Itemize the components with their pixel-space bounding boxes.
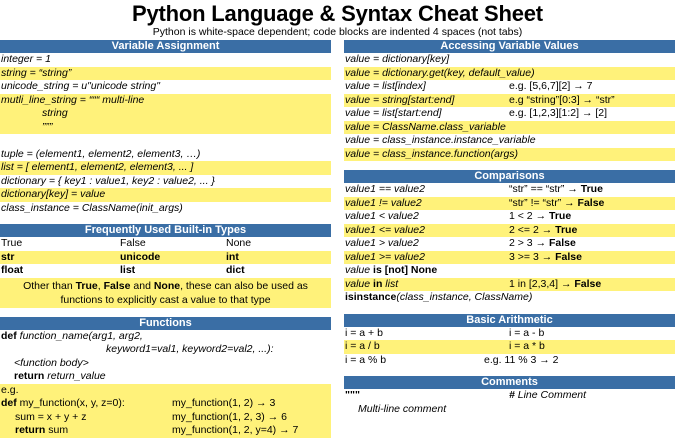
left-column: [0, 40, 331, 438]
comments-section: [344, 376, 675, 416]
types-row: [0, 237, 331, 251]
section-header: Functions: [0, 317, 331, 330]
code-line: value = dictionary[key]: [345, 53, 450, 65]
type-name: False: [120, 237, 146, 249]
type-name: int: [226, 250, 239, 263]
comparison-row: value1 != value2 “str” != “str” → False: [344, 197, 675, 211]
code-line: class_instance = ClassName(init_args): [1, 201, 183, 214]
section-header: Basic Arithmetic: [344, 314, 675, 327]
comparison-row: value in list 1 in [2,3,4] → False: [344, 278, 675, 292]
section-header: Comparisons: [344, 170, 675, 183]
code-line: <function body>: [14, 356, 89, 369]
type-name: unicode: [120, 250, 161, 263]
section-header: Frequently Used Built-in Types: [0, 224, 331, 237]
code-line: string: [0, 107, 331, 121]
code-line: value = ClassName.class_variable: [344, 121, 675, 135]
types-row: [0, 251, 331, 265]
code-line: sum = x + y + z my_function(1, 2, 3) → 6: [0, 411, 331, 425]
comparison-row: value1 <= value2 2 <= 2 → True: [344, 224, 675, 238]
code-line: value = class_instance.instance_variable: [345, 134, 536, 146]
section-header: Comments: [344, 376, 675, 389]
code-line: e.g.: [0, 384, 331, 398]
page-title: Python Language & Syntax Cheat Sheet: [132, 1, 543, 26]
comparison-row: value is [not] None: [345, 264, 438, 276]
comparison-row: value1 >= value2 3 >= 3 → False: [344, 251, 675, 265]
functions-section: [0, 317, 331, 438]
variable-assignment-section: [0, 40, 331, 215]
page-subtitle: Python is white-space dependent; code blocks are indented 4 spaces (not tabs): [152, 26, 523, 38]
code-line: tuple = (element1, element2, element3, …): [1, 147, 201, 160]
code-line: dictionary[key] = value: [0, 188, 331, 202]
code-line: value = class_instance.function(args): [344, 148, 675, 162]
code-line: dictionary = { key1 : value1, key2 : value2, ... }: [1, 174, 215, 187]
types-note: Other than True, False and None, these can also be used as functions to explicitly cast a value to that type: [0, 278, 331, 308]
comparison-row: value1 < value2 1 < 2 → True: [345, 210, 572, 222]
blank-line: [0, 134, 331, 148]
code-line: value = list[index] e.g. [5,6,7][2] → 7: [345, 80, 593, 92]
type-name: None: [226, 237, 252, 249]
comparison-row: value1 == value2 “str” == “str” → True: [345, 183, 603, 195]
comparison-row: isinstance(class_instance, ClassName): [345, 291, 533, 303]
arithmetic-section: [344, 314, 675, 368]
code-line: unicode_string = u"unicode string": [1, 80, 160, 92]
code-line: def my_function(x, y, z=0): my_function(1, 2) → 3: [0, 397, 331, 411]
arithmetic-row: i = a + b i = a - b: [345, 326, 545, 339]
builtin-types-section: [0, 224, 331, 308]
arithmetic-row: i = a % b e.g. 11 % 3 → 2: [345, 353, 559, 366]
code-line: value = list[start:end] e.g. [1,2,3][1:2] → [2]: [345, 107, 608, 119]
code-line: mutli_line_string = “““ multi-line: [0, 94, 331, 108]
arithmetic-row: i = a / b i = a * b: [344, 340, 675, 354]
code-line: return sum my_function(1, 2, y=4) → 7: [0, 424, 331, 438]
types-row: [0, 264, 331, 278]
comment-row: """ # Line Comment: [345, 389, 587, 401]
comparisons-section: [344, 170, 675, 305]
code-line: string = “string”: [0, 67, 331, 81]
code-line: integer = 1: [1, 53, 51, 65]
type-name: True: [1, 237, 23, 249]
code-line: def function_name(arg1, arg2,: [1, 329, 143, 342]
section-header: Accessing Variable Values: [344, 40, 675, 53]
type-name: str: [1, 250, 15, 263]
right-column: [344, 40, 675, 416]
code-line: value = dictionary.get(key, default_value): [344, 67, 675, 81]
type-name: float: [1, 264, 24, 276]
section-header: Variable Assignment: [0, 40, 331, 53]
code-line: keyword1=val1, keyword2=val2, ...):: [106, 343, 274, 355]
comment-row: Multi-line comment: [358, 402, 447, 415]
comparison-row: value1 > value2 2 > 3 → False: [345, 237, 576, 249]
accessing-values-section: [344, 40, 675, 161]
code-line: return return_value: [14, 370, 106, 382]
type-name: list: [120, 264, 136, 276]
type-name: dict: [226, 264, 245, 276]
code-line: list = [ element1, element2, element3, ... ]: [0, 161, 331, 175]
code-line: ”””: [0, 121, 331, 135]
code-line: value = string[start:end] e.g “string”[0:3] → “str”: [344, 94, 675, 108]
